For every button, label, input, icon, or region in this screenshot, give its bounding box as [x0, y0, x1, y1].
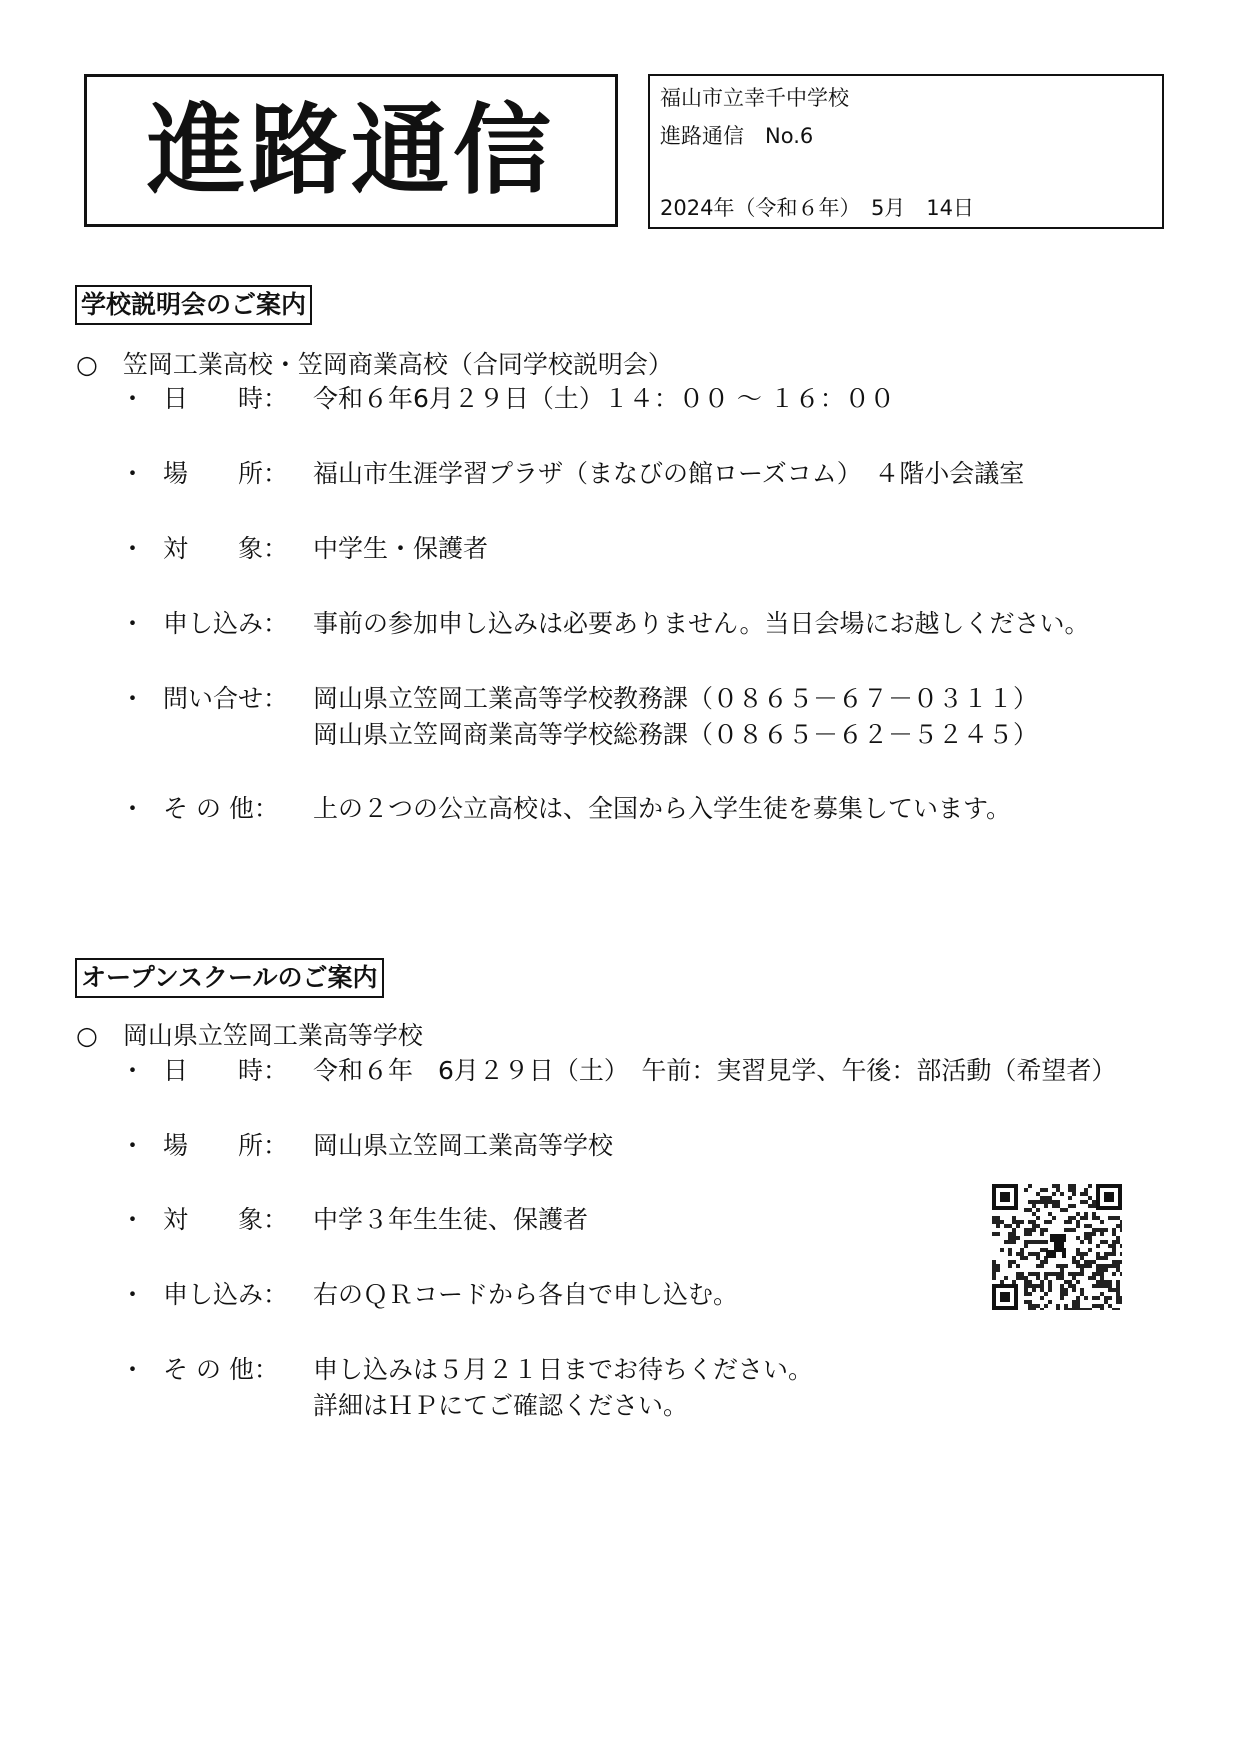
row-value-datetime: 令和６年6月２９日（土）１４：００ ～ １６：００ — [313, 384, 895, 413]
row-value-contact-2: 岡山県立笠岡商業高等学校総務課（０８６５－６２－５２４５） — [313, 720, 1039, 749]
row-label-contact: 問い合せ： — [163, 684, 289, 713]
row-value-other: 上の２つの公立高校は、全国から入学生徒を募集しています。 — [313, 794, 1012, 823]
event-title-briefing: ○ 笠岡工業高校・笠岡商業高校（合同学校説明会） — [76, 350, 673, 379]
bullet: ・ — [120, 1205, 146, 1234]
page-title: 進路通信 — [146, 93, 555, 208]
bullet: ・ — [120, 1056, 146, 1085]
bullet: ・ — [120, 534, 146, 563]
row-label-other: そ の 他： — [163, 794, 279, 823]
row-value-contact-1: 岡山県立笠岡工業高等学校教務課（０８６５－６７－０３１１） — [313, 684, 1039, 713]
row-value-place: 岡山県立笠岡工業高等学校 — [313, 1131, 614, 1160]
issue-number: 進路通信 No.6 — [660, 124, 814, 148]
row-value-place: 福山市生涯学習プラザ（まなびの館ローズコム） ４階小会議室 — [313, 459, 1025, 488]
row-label-target: 対 象： — [163, 1205, 289, 1234]
bullet: ・ — [120, 684, 146, 713]
row-label-datetime: 日 時： — [163, 384, 289, 413]
row-label-target: 対 象： — [163, 534, 289, 563]
row-value-other-2: 詳細はＨＰにてご確認ください。 — [313, 1391, 689, 1420]
bullet: ・ — [120, 1131, 146, 1160]
section-heading-briefing: 学校説明会のご案内 — [75, 285, 312, 325]
row-value-datetime: 令和６年 6月２９日（土） 午前：実習見学、午後：部活動（希望者） — [313, 1056, 1117, 1085]
row-label-datetime: 日 時： — [163, 1056, 289, 1085]
bullet: ・ — [120, 1280, 146, 1309]
issue-info-box — [648, 74, 1164, 229]
qr-code-icon[interactable] — [992, 1184, 1122, 1310]
event-title-open-school: ○ 岡山県立笠岡工業高等学校 — [76, 1021, 423, 1050]
row-value-other-1: 申し込みは５月２１日までお待ちください。 — [313, 1355, 814, 1384]
row-value-target: 中学３年生生徒、保護者 — [313, 1205, 589, 1234]
row-label-apply: 申し込み： — [163, 609, 289, 638]
title-box — [84, 74, 618, 227]
bullet: ・ — [120, 1355, 146, 1384]
row-value-apply: 事前の参加申し込みは必要ありません。当日会場にお越しください。 — [313, 609, 1090, 638]
school-name: 福山市立幸千中学校 — [660, 86, 849, 110]
row-label-other: そ の 他： — [163, 1355, 279, 1384]
row-label-place: 場 所： — [163, 459, 289, 488]
row-label-place: 場 所： — [163, 1131, 289, 1160]
issue-date: 2024年（令和６年） 5月 14日 — [660, 196, 975, 220]
row-value-apply: 右のＱＲコードから各自で申し込む。 — [313, 1280, 739, 1309]
row-value-target: 中学生・保護者 — [313, 534, 489, 563]
bullet: ・ — [120, 459, 146, 488]
section-heading-open-school: オープンスクールのご案内 — [75, 958, 384, 998]
bullet: ・ — [120, 794, 146, 823]
bullet: ・ — [120, 609, 146, 638]
row-label-apply: 申し込み： — [163, 1280, 289, 1309]
bullet: ・ — [120, 384, 146, 413]
